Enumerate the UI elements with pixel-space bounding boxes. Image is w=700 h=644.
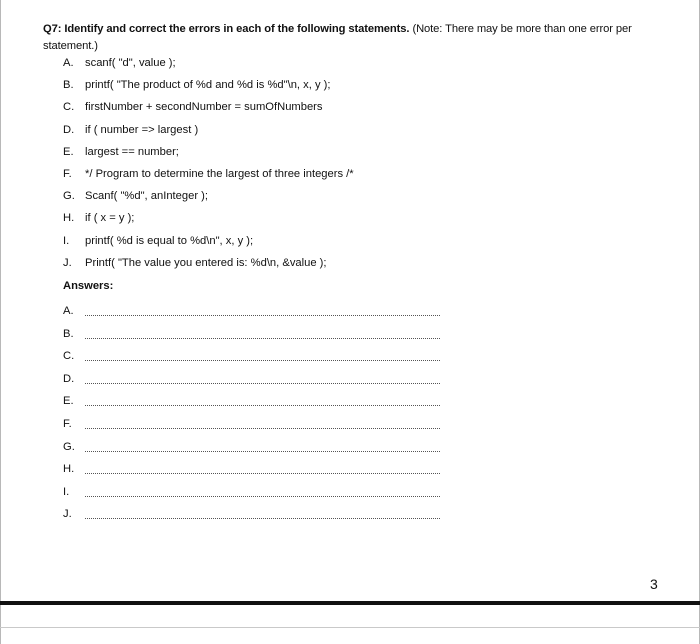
statement-text: printf( "The product of %d and %d is %d"\n, x, y ); [85, 79, 331, 92]
statement-text: Scanf( "%d", anInteger ); [85, 190, 208, 203]
answer-letter: A. [63, 305, 74, 317]
answer-letter: I. [63, 485, 70, 498]
answer-dotted-line[interactable] [85, 518, 440, 519]
answer-dotted-line[interactable] [85, 405, 440, 406]
answer-line[interactable] [63, 484, 443, 507]
statement-text: largest == number; [85, 145, 179, 158]
statement-item [63, 144, 623, 166]
statement-text: if ( number => largest ) [85, 123, 199, 136]
statement-letter: D. [63, 123, 75, 136]
answer-dotted-line[interactable] [85, 383, 440, 384]
answer-letter: D. [63, 372, 75, 385]
question-title: Q7: Identify and correct the errors in each of the following statements. [43, 23, 410, 35]
answer-dotted-line[interactable] [85, 315, 440, 316]
answer-dotted-line[interactable] [85, 451, 440, 452]
answer-line[interactable] [63, 326, 443, 349]
statement-letter: H. [63, 212, 75, 225]
answer-dotted-line[interactable] [85, 473, 440, 474]
statement-letter: B. [63, 79, 74, 92]
answer-letter: C. [63, 350, 75, 363]
statement-item [63, 166, 623, 188]
statements-list [63, 55, 623, 277]
answer-dotted-line[interactable] [85, 338, 440, 339]
statement-item [63, 122, 623, 144]
next-page-area [0, 605, 700, 644]
statement-item [63, 99, 623, 121]
statement-item [63, 77, 623, 99]
page-number: 3 [650, 576, 658, 592]
statement-item [63, 255, 623, 277]
statement-letter: A. [63, 57, 74, 69]
question-heading [43, 21, 663, 55]
answer-line[interactable] [63, 371, 443, 394]
statement-text: Printf( "The value you entered is: %d\n, &value ); [85, 256, 327, 269]
answer-line[interactable] [63, 439, 443, 462]
statement-letter: C. [63, 101, 75, 114]
answer-line[interactable] [63, 393, 443, 416]
statement-letter: J. [63, 256, 72, 269]
answer-line[interactable] [63, 506, 443, 529]
answer-line[interactable] [63, 348, 443, 371]
statement-letter: G. [63, 190, 75, 203]
answer-letter: J. [63, 508, 72, 521]
statement-item [63, 210, 623, 232]
answer-letter: E. [63, 395, 74, 408]
answer-line[interactable] [63, 461, 443, 484]
answer-letter: G. [63, 440, 75, 453]
statement-letter: F. [63, 167, 72, 180]
statement-item [63, 233, 623, 255]
statement-item [63, 55, 623, 77]
answer-letter: F. [63, 417, 72, 430]
statement-letter: E. [63, 145, 74, 158]
statement-text: firstNumber + secondNumber = sumOfNumbers [85, 101, 323, 114]
statement-item [63, 188, 623, 210]
next-page-divider [0, 627, 700, 628]
answer-dotted-line[interactable] [85, 360, 440, 361]
answers-list [63, 303, 443, 529]
statement-text: if ( x = y ); [85, 212, 135, 225]
statement-letter: I. [63, 234, 70, 247]
statement-text: */ Program to determine the largest of three integers /* [85, 167, 354, 180]
answer-letter: B. [63, 327, 74, 340]
answer-letter: H. [63, 463, 75, 476]
answer-line[interactable] [63, 303, 443, 326]
answer-line[interactable] [63, 416, 443, 439]
statement-text: scanf( "d", value ); [85, 57, 176, 69]
statement-text: printf( %d is equal to %d\n", x, y ); [85, 234, 254, 247]
answer-dotted-line[interactable] [85, 428, 440, 429]
question-note: (Note: There may be more than one error per statement.) [43, 23, 632, 52]
answers-heading: Answers: [63, 280, 114, 292]
answer-dotted-line[interactable] [85, 496, 440, 497]
